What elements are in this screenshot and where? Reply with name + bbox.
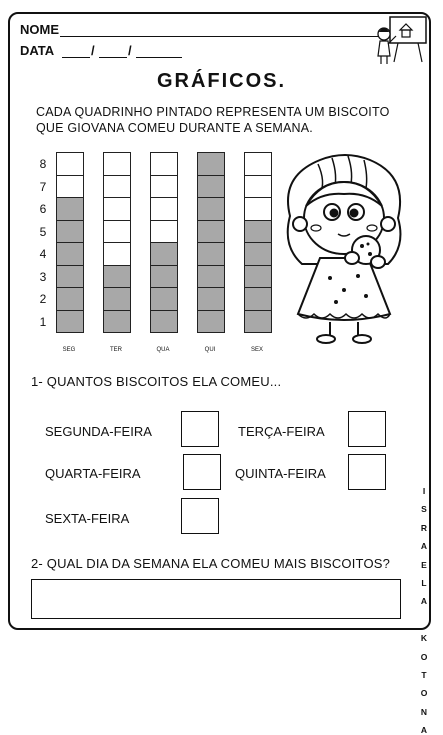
y-tick-label: 4 bbox=[39, 247, 47, 261]
bar-cell-filled bbox=[103, 288, 131, 311]
author-name-vertical bbox=[419, 487, 429, 735]
day-label-segunda: SEGUNDA-FEIRA bbox=[45, 424, 152, 439]
bar-cell-filled bbox=[197, 176, 225, 199]
day-label-quarta: QUARTA-FEIRA bbox=[45, 466, 141, 481]
bar-cell-empty bbox=[56, 176, 84, 199]
intro-line-1: CADA QUADRINHO PINTADO REPRESENTA UM BISCOITO bbox=[36, 105, 390, 119]
x-tick-label: TER bbox=[110, 347, 122, 353]
bar-cell-filled bbox=[197, 243, 225, 266]
date-year-field[interactable] bbox=[136, 57, 182, 58]
bar-cell-filled bbox=[150, 266, 178, 289]
bar-cell-filled bbox=[244, 243, 272, 266]
girl-eating-cookie-illustration bbox=[270, 146, 420, 346]
y-tick-label: 2 bbox=[39, 292, 47, 306]
question-2: 2- QUAL DIA DA SEMANA ELA COMEU MAIS BISCOITOS? bbox=[31, 556, 391, 571]
bar-cell-filled bbox=[197, 288, 225, 311]
bar-cell-filled bbox=[197, 152, 225, 176]
answer-box-segunda[interactable] bbox=[181, 411, 219, 447]
bar-cell-empty bbox=[150, 198, 178, 221]
question-1: 1- QUANTOS BISCOITOS ELA COMEU... bbox=[31, 374, 282, 389]
author-name-text: I S R A E L A K O T O N A bbox=[420, 486, 428, 735]
y-tick-label: 5 bbox=[39, 224, 47, 239]
bar-column-qua bbox=[150, 152, 180, 333]
bar-column-ter bbox=[103, 152, 133, 333]
bar-cell-empty bbox=[150, 221, 178, 244]
date-day-field[interactable] bbox=[62, 57, 90, 58]
bar-cell-empty bbox=[150, 152, 178, 176]
bar-cell-empty bbox=[103, 243, 131, 266]
answer-box-terca[interactable] bbox=[348, 411, 386, 447]
day-label-quinta: QUINTA-FEIRA bbox=[235, 466, 326, 481]
bar-cell-filled bbox=[56, 311, 84, 334]
bar-cell-filled bbox=[244, 266, 272, 289]
page-title: GRÁFICOS. bbox=[156, 70, 287, 92]
bar-cell-filled bbox=[103, 266, 131, 289]
bar-cell-filled bbox=[56, 288, 84, 311]
bar-cell-filled bbox=[244, 311, 272, 334]
y-tick-label: 7 bbox=[39, 179, 47, 194]
bar-cell-empty bbox=[103, 198, 131, 221]
bar-cell-empty bbox=[244, 152, 272, 176]
bar-column-seg bbox=[56, 152, 86, 333]
x-tick-label: QUI bbox=[204, 347, 216, 353]
bar-cell-filled bbox=[197, 311, 225, 334]
day-label-terca: TERÇA-FEIRA bbox=[238, 424, 325, 439]
x-tick-label: SEG bbox=[62, 347, 76, 353]
bar-cell-empty bbox=[244, 198, 272, 221]
y-tick-label: 6 bbox=[39, 202, 47, 216]
bar-cell-filled bbox=[150, 243, 178, 266]
y-tick-label: 8 bbox=[39, 157, 47, 171]
bar-cell-empty bbox=[103, 176, 131, 199]
intro-line-2: QUE GIOVANA COMEU DURANTE A SEMANA. bbox=[36, 121, 313, 135]
bar-cell-filled bbox=[244, 221, 272, 244]
bar-cell-empty bbox=[56, 152, 84, 176]
bar-cell-filled bbox=[244, 288, 272, 311]
bar-cell-filled bbox=[56, 243, 84, 266]
answer-box-question-2[interactable] bbox=[31, 579, 401, 619]
bar-cell-empty bbox=[244, 176, 272, 199]
x-tick-label: QUA bbox=[156, 347, 170, 353]
day-label-sexta: SEXTA-FEIRA bbox=[45, 511, 130, 526]
y-tick-label: 1 bbox=[39, 314, 47, 329]
date-label: DATA bbox=[20, 43, 55, 58]
name-field[interactable] bbox=[60, 36, 378, 37]
date-separator: / bbox=[91, 43, 95, 58]
bar-cell-filled bbox=[103, 311, 131, 334]
bar-column-qui bbox=[197, 152, 227, 333]
x-tick-label: SEX bbox=[250, 347, 263, 353]
teacher-board-icon bbox=[376, 14, 430, 66]
bar-cell-empty bbox=[150, 176, 178, 199]
answer-box-sexta[interactable] bbox=[181, 498, 219, 534]
bar-cell-filled bbox=[150, 288, 178, 311]
bar-cell-filled bbox=[197, 198, 225, 221]
bar-cell-filled bbox=[56, 198, 84, 221]
date-month-field[interactable] bbox=[99, 57, 127, 58]
bar-cell-filled bbox=[150, 311, 178, 334]
bar-cell-filled bbox=[197, 221, 225, 244]
bar-cell-empty bbox=[103, 221, 131, 244]
bar-cell-filled bbox=[197, 266, 225, 289]
answer-box-quarta[interactable] bbox=[183, 454, 221, 490]
date-separator: / bbox=[128, 43, 132, 58]
answer-box-quinta[interactable] bbox=[348, 454, 386, 490]
name-label: NOME bbox=[20, 22, 59, 37]
y-tick-label: 3 bbox=[39, 269, 47, 284]
bar-cell-filled bbox=[56, 221, 84, 244]
bar-cell-filled bbox=[56, 266, 84, 289]
bar-cell-empty bbox=[103, 152, 131, 176]
